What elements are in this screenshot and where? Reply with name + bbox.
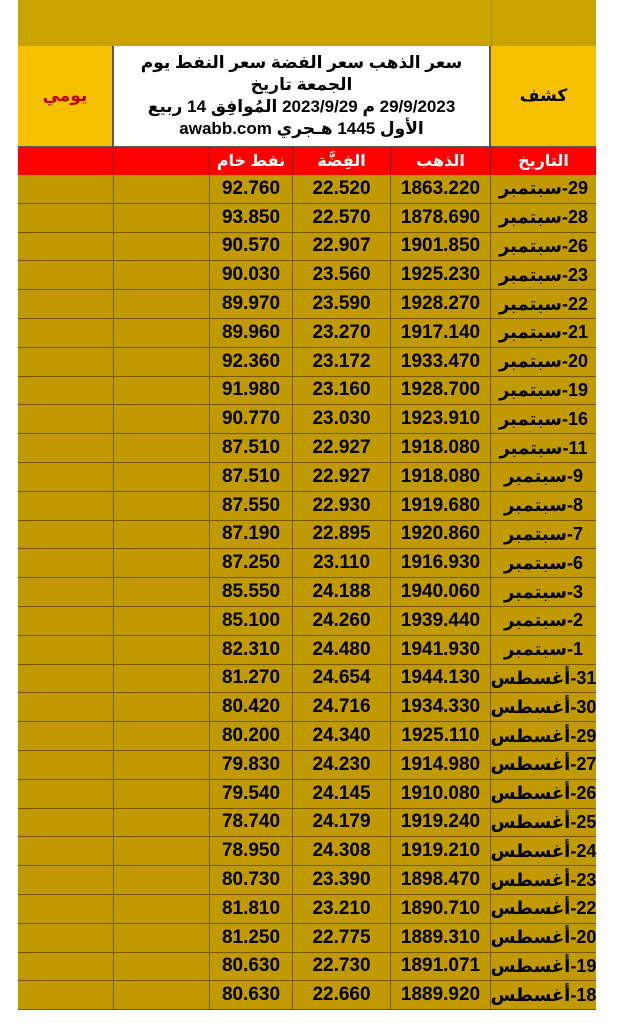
cell-gold: 1933.470 [391,348,491,376]
cell-oil: 87.510 [210,463,293,491]
cell-oil: 81.250 [210,924,293,952]
column-header-empty [18,147,114,175]
cell-gold: 1941.930 [391,636,491,664]
cell-daily [18,636,114,664]
cell-gold: 1920.860 [391,521,491,549]
cell-gold: 1919.680 [391,492,491,520]
cell-daily [18,953,114,981]
table-row [18,895,596,924]
cell-empty [114,693,210,721]
table-row [18,837,596,866]
cell-gold: 1901.850 [391,233,491,261]
cell-daily [18,348,114,376]
cell-date: 30-أغسطس [490,696,597,717]
cell-date: 24-أغسطس [490,840,597,861]
table-row [18,981,596,1010]
cell-date: 19-سبتمبر [498,379,589,400]
cell-empty [114,866,210,894]
cell-silver: 22.660 [293,981,391,1009]
cell-date: 6-سبتمبر [503,552,584,573]
cell-gold: 1917.140 [391,319,491,347]
cell-empty [114,290,210,318]
cell-empty [114,809,210,837]
cell-daily [18,780,114,808]
cell-gold: 1925.230 [391,261,491,289]
cell-daily [18,434,114,462]
table-row [18,204,596,233]
cell-date: 22-سبتمبر [498,293,589,314]
table-row [18,492,596,521]
cell-gold: 1919.210 [391,837,491,865]
cell-date: 1-سبتمبر [503,639,584,660]
cell-gold: 1928.700 [391,377,491,405]
cell-silver: 23.560 [293,261,391,289]
cell-date: 7-سبتمبر [503,523,584,544]
column-header-oil: نفط خام [210,147,293,175]
table-row [18,233,596,262]
cell-daily [18,204,114,232]
cell-daily [18,895,114,923]
cell-empty [114,636,210,664]
report-label: كشف [491,46,596,146]
table-row [18,405,596,434]
cell-date: 23-سبتمبر [498,264,589,285]
column-header-silver: الفِضَّة [293,147,391,175]
cell-daily [18,377,114,405]
cell-oil: 81.810 [210,895,293,923]
cell-silver: 22.907 [293,233,391,261]
cell-date: 18-أغسطس [490,984,597,1005]
top-band [18,0,596,48]
cell-daily [18,751,114,779]
cell-silver: 22.520 [293,175,391,203]
cell-gold: 1878.690 [391,204,491,232]
cell-oil: 82.310 [210,636,293,664]
cell-gold: 1923.910 [391,405,491,433]
cell-empty [114,175,210,203]
cell-empty [114,348,210,376]
cell-date: 2-سبتمبر [503,610,584,631]
cell-gold: 1940.060 [391,578,491,606]
cell-oil: 80.630 [210,953,293,981]
cell-silver: 24.340 [293,722,391,750]
cell-empty [114,319,210,347]
cell-daily [18,521,114,549]
column-headers [18,147,596,175]
cell-date: 26-سبتمبر [498,235,589,256]
cell-silver: 22.927 [293,463,391,491]
cell-date: 16-سبتمبر [498,408,589,429]
cell-silver: 24.145 [293,780,391,808]
cell-oil: 80.200 [210,722,293,750]
cell-date: 9-سبتمبر [503,466,584,487]
cell-gold: 1910.080 [391,780,491,808]
table-row [18,434,596,463]
table-row [18,348,596,377]
cell-oil: 81.270 [210,665,293,693]
cell-oil: 90.770 [210,405,293,433]
cell-silver: 23.390 [293,866,391,894]
cell-empty [114,924,210,952]
cell-date: 29-أغسطس [490,725,597,746]
cell-daily [18,175,114,203]
cell-daily [18,463,114,491]
cell-oil: 87.550 [210,492,293,520]
cell-date: 21-سبتمبر [498,322,589,343]
cell-oil: 80.420 [210,693,293,721]
cell-silver: 24.230 [293,751,391,779]
cell-gold: 1918.080 [391,463,491,491]
cell-oil: 89.960 [210,319,293,347]
cell-date: 27-أغسطس [490,754,597,775]
table-row [18,809,596,838]
column-header-date: التاريخ [518,153,569,170]
cell-silver: 23.160 [293,377,391,405]
column-header-gold: الذهب [391,147,491,175]
cell-daily [18,837,114,865]
title-line: سعر الذهب سعر الفضة سعر النفط يوم الجمعة تاريخ [140,53,463,94]
cell-empty [114,233,210,261]
table-row [18,290,596,319]
title-line: 29/9/2023 م 2023/9/29 المُوافِق 14 ربيع [147,97,456,116]
cell-oil: 87.190 [210,521,293,549]
cell-gold: 1889.310 [391,924,491,952]
cell-date: 28-سبتمبر [498,207,589,228]
cell-gold: 1944.130 [391,665,491,693]
cell-oil: 80.630 [210,981,293,1009]
cell-silver: 23.270 [293,319,391,347]
cell-daily [18,261,114,289]
cell-daily [18,981,114,1009]
cell-daily [18,233,114,261]
cell-daily [18,607,114,635]
cell-empty [114,578,210,606]
cell-silver: 22.570 [293,204,391,232]
cell-empty [114,780,210,808]
cell-oil: 87.510 [210,434,293,462]
cell-date: 23-أغسطس [490,869,597,890]
cell-empty [114,722,210,750]
table-row [18,751,596,780]
cell-silver: 23.210 [293,895,391,923]
cell-oil: 79.540 [210,780,293,808]
price-table [18,175,596,1010]
cell-empty [114,204,210,232]
cell-empty [114,665,210,693]
cell-daily [18,924,114,952]
cell-daily [18,866,114,894]
cell-silver: 24.179 [293,809,391,837]
cell-oil: 80.730 [210,866,293,894]
cell-empty [114,751,210,779]
cell-oil: 93.850 [210,204,293,232]
cell-gold: 1891.071 [391,953,491,981]
cell-oil: 90.570 [210,233,293,261]
table-row [18,463,596,492]
cell-oil: 91.980 [210,377,293,405]
cell-gold: 1916.930 [391,549,491,577]
title-line: الأول 1445 هـجري awabb.com [179,119,424,138]
cell-empty [114,953,210,981]
table-row [18,924,596,953]
cell-empty [114,377,210,405]
cell-date: 20-أغسطس [490,927,597,948]
table-row [18,578,596,607]
cell-gold: 1934.330 [391,693,491,721]
cell-date: 20-سبتمبر [498,351,589,372]
cell-empty [114,607,210,635]
cell-daily [18,578,114,606]
table-row [18,953,596,982]
table-row [18,866,596,895]
cell-silver: 24.654 [293,665,391,693]
table-header [18,46,596,148]
cell-daily [18,492,114,520]
cell-gold: 1890.710 [391,895,491,923]
cell-empty [114,405,210,433]
table-row [18,780,596,809]
table-row [18,549,596,578]
cell-empty [114,434,210,462]
cell-date: 22-أغسطس [490,898,597,919]
cell-silver: 22.895 [293,521,391,549]
cell-oil: 85.100 [210,607,293,635]
cell-empty [114,549,210,577]
cell-date: 31-أغسطس [490,667,597,688]
cell-empty [114,981,210,1009]
cell-daily [18,549,114,577]
table-row [18,175,596,204]
table-row [18,636,596,665]
table-row [18,722,596,751]
cell-empty [114,492,210,520]
cell-empty [114,521,210,549]
page-title [114,46,491,146]
cell-silver: 22.930 [293,492,391,520]
cell-oil: 92.360 [210,348,293,376]
cell-daily [18,693,114,721]
cell-date: 11-سبتمبر [499,437,588,458]
cell-date: 3-سبتمبر [503,581,584,602]
cell-daily [18,722,114,750]
cell-oil: 89.970 [210,290,293,318]
cell-silver: 24.308 [293,837,391,865]
cell-gold: 1939.440 [391,607,491,635]
cell-daily [18,405,114,433]
table-row [18,693,596,722]
cell-date: 26-أغسطس [490,783,597,804]
cell-empty [114,261,210,289]
cell-silver: 23.030 [293,405,391,433]
cell-daily [18,319,114,347]
daily-label: يومي [18,46,114,146]
top-band-divider [491,0,492,46]
cell-silver: 24.188 [293,578,391,606]
cell-daily [18,290,114,318]
cell-oil: 90.030 [210,261,293,289]
cell-date: 25-أغسطس [490,811,597,832]
cell-silver: 22.730 [293,953,391,981]
cell-silver: 23.590 [293,290,391,318]
cell-oil: 92.760 [210,175,293,203]
cell-empty [114,463,210,491]
table-row [18,377,596,406]
cell-gold: 1914.980 [391,751,491,779]
cell-silver: 24.260 [293,607,391,635]
table-row [18,521,596,550]
column-header-empty [114,147,210,175]
cell-daily [18,809,114,837]
table-row [18,607,596,636]
cell-silver: 24.716 [293,693,391,721]
cell-oil: 79.830 [210,751,293,779]
cell-silver: 23.172 [293,348,391,376]
cell-date: 8-سبتمبر [503,495,584,516]
cell-silver: 22.775 [293,924,391,952]
cell-gold: 1889.920 [391,981,491,1009]
cell-oil: 87.250 [210,549,293,577]
cell-empty [114,837,210,865]
cell-gold: 1919.240 [391,809,491,837]
cell-oil: 85.550 [210,578,293,606]
cell-empty [114,895,210,923]
cell-gold: 1918.080 [391,434,491,462]
cell-date: 19-أغسطس [490,955,597,976]
cell-gold: 1928.270 [391,290,491,318]
cell-oil: 78.740 [210,809,293,837]
cell-gold: 1925.110 [391,722,491,750]
cell-date: 29-سبتمبر [498,178,589,199]
table-row [18,261,596,290]
cell-oil: 78.950 [210,837,293,865]
cell-daily [18,665,114,693]
cell-gold: 1898.470 [391,866,491,894]
cell-gold: 1863.220 [391,175,491,203]
cell-silver: 23.110 [293,549,391,577]
cell-silver: 24.480 [293,636,391,664]
table-row [18,665,596,694]
cell-silver: 22.927 [293,434,391,462]
table-row [18,319,596,348]
